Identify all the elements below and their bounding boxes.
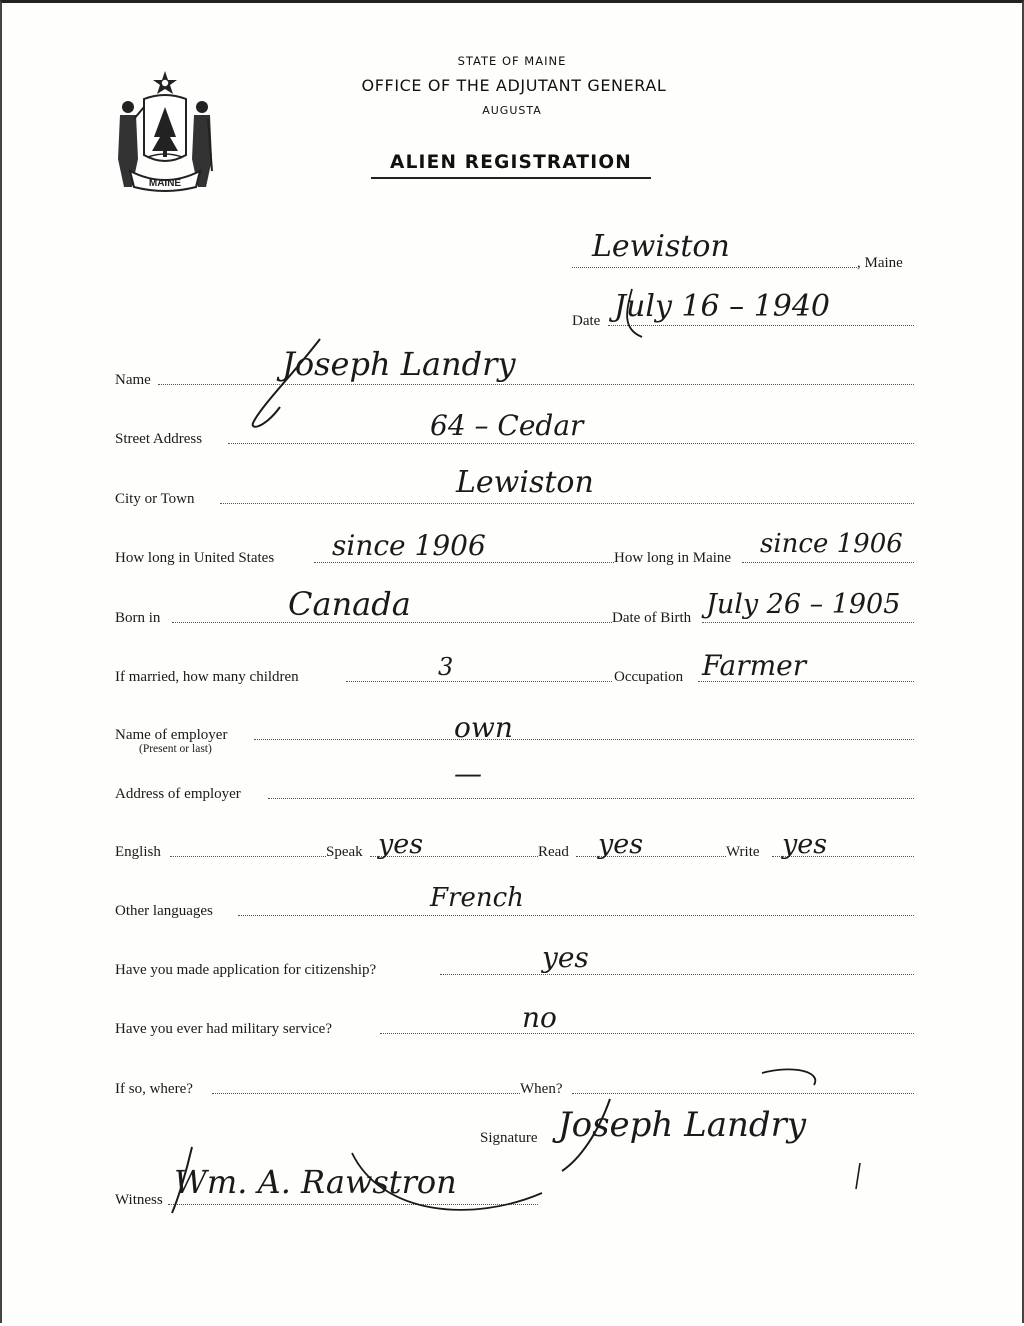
other-lang-line [238,915,914,916]
children-line [346,681,612,682]
header-state: STATE OF MAINE [457,54,567,68]
name-line [158,384,914,385]
emp-address-line [268,798,914,799]
us-line [314,562,614,563]
when-label: When? [520,1081,563,1097]
occupation-label: Occupation [614,669,684,685]
us-label: How long in United States [115,550,275,566]
english-label: English [115,844,161,860]
where-label: If so, where? [115,1081,193,1097]
read-value: yes [598,829,644,860]
ink-flourishes [2,3,1024,1326]
street-label: Street Address [115,431,203,447]
dob-line [702,622,914,623]
other-lang-label: Other languages [115,903,213,919]
born-label: Born in [115,610,161,626]
name-label: Name [115,372,151,388]
witness-value: Wm. A. Rawstron [174,1163,457,1201]
city-label: City or Town [115,491,195,507]
signature-label: Signature [480,1130,538,1146]
citizenship-line [440,974,914,975]
witness-label: Witness [115,1192,163,1208]
occupation-value: Farmer [702,649,807,682]
witness-line [168,1204,538,1205]
emp-address-value: — [454,757,482,790]
other-lang-value: French [430,883,524,913]
header-city: AUGUSTA [482,104,542,117]
children-value: 3 [438,653,454,681]
signature-value: Joseph Landry [558,1105,807,1145]
seal-label: MAINE [148,178,182,189]
form-title: ALIEN REGISTRATION [390,152,632,173]
english-line [170,856,326,857]
military-line [380,1033,914,1034]
header-office: OFFICE OF THE ADJUTANT GENERAL [361,76,667,95]
date-line [608,325,914,326]
emp-address-label: Address of employer [115,786,241,802]
citizenship-value: yes [542,941,589,974]
name-value: Joseph Landry [282,345,516,383]
place-value: Lewiston [592,229,730,264]
employer-label: Name of employer [115,727,228,743]
born-value: Canada [288,585,411,623]
city-value: Lewiston [456,465,594,500]
maine-value: since 1906 [760,529,903,559]
military-label: Have you ever had military service? [115,1021,332,1037]
street-value: 64 – Cedar [430,409,584,442]
citizenship-label: Have you made application for citizenship? [115,962,377,978]
maine-label: How long in Maine [614,550,732,566]
employer-line [254,739,914,740]
employer-sublabel: (Present or last) [139,743,212,755]
write-value: yes [782,829,828,860]
dob-label: Date of Birth [612,610,692,626]
read-label: Read [538,844,569,860]
military-value: no [522,1001,557,1034]
city-line [220,503,914,504]
speak-label: Speak [326,844,363,860]
when-line [572,1093,914,1094]
title-underline [371,177,651,179]
us-value: since 1906 [332,529,486,562]
children-label: If married, how many children [115,669,299,685]
date-label: Date [572,313,601,329]
date-value: July 16 – 1940 [614,289,831,324]
street-line [228,443,914,444]
where-line [212,1093,520,1094]
place-suffix: , Maine [857,255,903,271]
place-line [572,267,857,268]
employer-value: own [454,711,513,744]
speak-value: yes [378,829,424,860]
write-label: Write [726,844,760,860]
maine-line [742,562,914,563]
dob-value: July 26 – 1905 [706,589,901,620]
